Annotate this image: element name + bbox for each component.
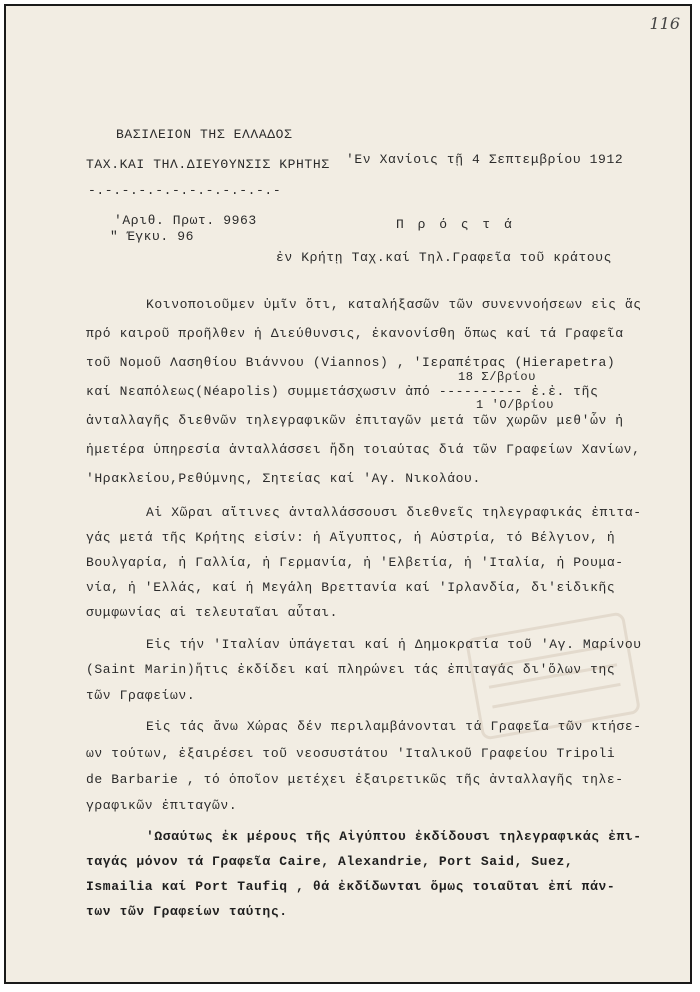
document-page	[4, 4, 692, 984]
body-line: Κοινοποιοῦμεν ὑμῖν ὅτι, καταλήξασῶν τῶν συνεννοήσεων εἰς ἅς	[146, 297, 642, 312]
body-line: 'Ωσαύτως ἐκ μέρους τῆς Αἰγύπτου ἐκδίδουσι τηλεγραφικάς ἐπι-	[146, 829, 642, 844]
body-line: πρό καιροῦ προῆλθεν ἡ Διεύθυνσις, ἐκανονίσθη ὅπως καί τά Γραφεῖα	[86, 326, 624, 341]
recipient-heading: Π ρ ό ς τ ά	[396, 217, 515, 232]
header-kingdom: ΒΑΣΙΛΕΙΟΝ ΤΗΣ ΕΛΛΑΔΟΣ	[116, 127, 293, 142]
circular-number: " Έγκυ. 96	[110, 229, 195, 244]
place-date: 'Εν Χανίοις τῇ 4 Σεπτεμβρίου 1912	[346, 152, 624, 167]
body-line: Αἱ Χῶραι αἵτινες ἀνταλλάσσουσι διεθνεῖς τηλεγραφικάς ἐπιτα-	[146, 505, 642, 520]
body-line: τοῦ Νομοῦ Λασηθίου Βιάννου (Viannos) , 'Ιεραπέτρας (Hierapetra)	[86, 355, 616, 370]
body-line: συμφωνίας αἱ τελευταῖαι αὗται.	[86, 605, 339, 620]
body-line: Βουλγαρία, ἡ Γαλλία, ἡ Γερμανία, ἡ 'Ελβετία, ἡ 'Ιταλία, ἡ Ρουμα-	[86, 555, 624, 570]
body-line: Εἰς τάς ἄνω Χώρας δέν περιλαμβάνονται τά Γραφεῖα τῶν κτήσε-	[146, 719, 642, 734]
body-line: ταγάς μόνον τά Γραφεῖα Caire, Alexandrie, Port Said, Suez,	[86, 854, 574, 869]
body-line: Ismailia καί Port Taufiq , θά ἐκδίδωνται ὅμως τοιαῦται ἐπί πάν-	[86, 879, 616, 894]
protocol-number: 'Αριθ. Πρωτ. 9963	[114, 213, 257, 228]
body-line: νία, ἡ 'Ελλάς, καί ἡ Μεγάλη Βρεττανία καί 'Ιρλανδία, δι'εἰδικῆς	[86, 580, 616, 595]
body-line: καί Νεαπόλεως(Néapolis) συμμετάσχωσιν ἀπό ---------- ἐ.ἐ. τῆς	[86, 384, 599, 399]
body-line: de Barbarie , τό ὁποῖον μετέχει ἐξαιρετικῶς τῆς ἀνταλλαγῆς τηλε-	[86, 772, 624, 787]
body-line: γραφικῶν ἐπιταγῶν.	[86, 798, 238, 813]
body-line: ἀνταλλαγῆς διεθνῶν τηλεγραφικῶν ἐπιταγῶν μετά τῶν χωρῶν μεθ'ὧν ἡ	[86, 413, 624, 428]
page-number: 116	[649, 14, 680, 33]
date-from: 18 Σ/βρίου	[458, 370, 537, 384]
body-line: ων τούτων, ἐξαιρέσει τοῦ νεοσυστάτου 'Ιταλικοῦ Γραφείου Tripoli	[86, 746, 616, 761]
recipient-offices: ἐν Κρήτῃ Ταχ.καί Τηλ.Γραφεῖα τοῦ κράτους	[276, 250, 613, 265]
body-line: Εἰς τήν 'Ιταλίαν ὑπάγεται καί ἡ Δημοκρατία τοῦ 'Αγ. Μαρίνου	[146, 637, 642, 652]
date-to: 1 'Ο/βρίου	[476, 398, 555, 412]
body-line: των τῶν Γραφείων ταύτης.	[86, 904, 288, 919]
header-rule: -.-.-.-.-.-.-.-.-.-.-.-	[88, 183, 282, 198]
body-line: 'Ηρακλείου,Ρεθύμνης, Σητείας καί 'Αγ. Νικολάου.	[86, 471, 481, 486]
body-line: τῶν Γραφείων.	[86, 688, 196, 703]
body-line: γάς μετά τῆς Κρήτης εἰσίν: ἡ Αἴγυπτος, ἡ Αὐστρία, τό Βέλγιον, ἡ	[86, 530, 616, 545]
body-line: (Saint Marin)ἥτις ἐκδίδει καί πληρώνει τάς ἐπιταγάς δι'ὅλων της	[86, 662, 616, 677]
header-directorate: ΤΑΧ.ΚΑΙ ΤΗΛ.ΔΙΕΥΘΥΝΣΙΣ ΚΡΗΤΗΣ	[86, 157, 330, 172]
body-line: ἡμετέρα ὑπηρεσία ἀνταλλάσσει ἤδη τοιαύτας διά τῶν Γραφείων Χανίων,	[86, 442, 641, 457]
